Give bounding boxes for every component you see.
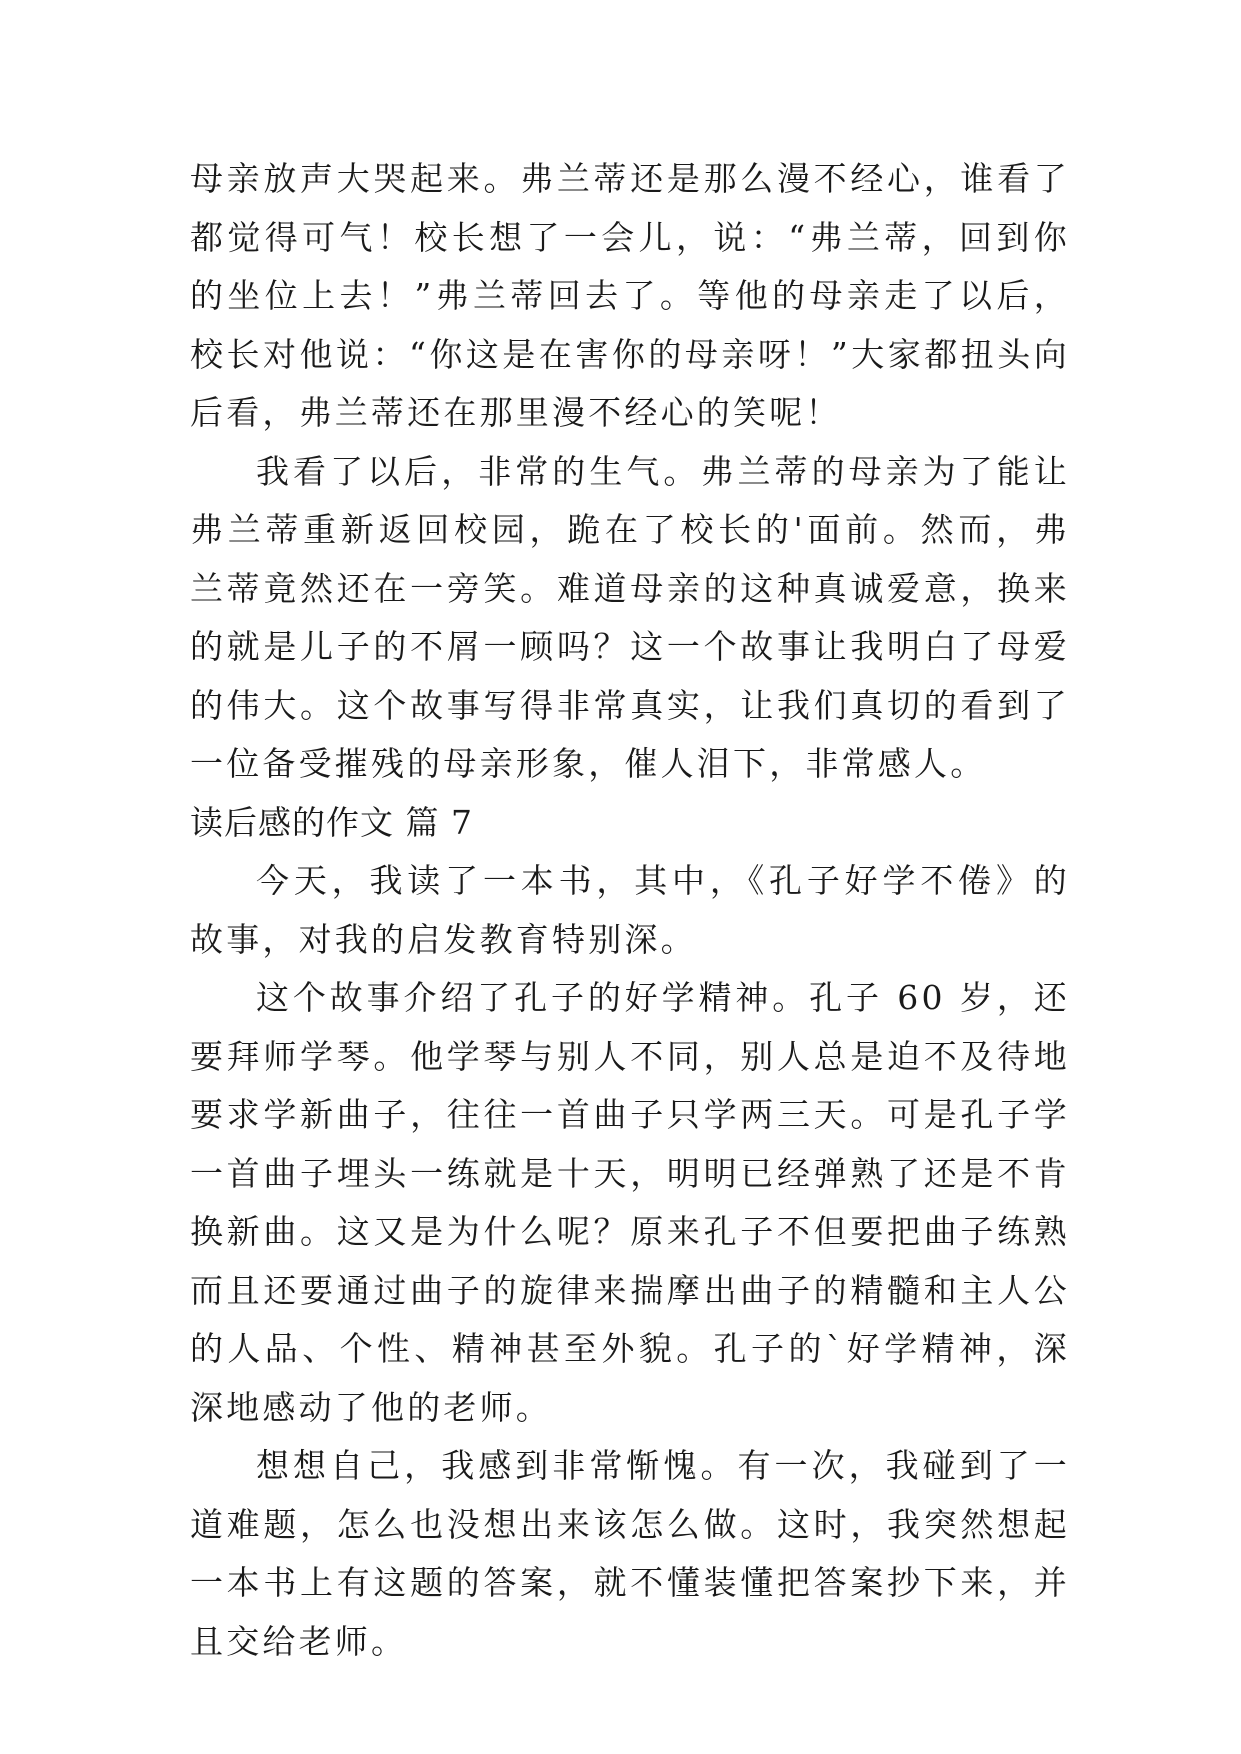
paragraph: 这个故事介绍了孔子的好学精神。孔子 60 岁，还要拜师学琴。他学琴与别人不同，别人总是迫不及待地要求学新曲子，往往一首曲子只学两三天。可是孔子学一首曲子埋头一练就是十天，明明已经弹熟了还是不肯换新曲。这又是为什么呢？原来孔子不但要把曲子练熟而且还要通过曲子的旋律来揣摩出曲子的精髓和主人公的人品、个性、精神甚至外貌。孔子的`好学精神，深深地感动了他的老师。 <box>190 978 1070 1427</box>
paragraph: 今天，我读了一本书，其中，《孔子好学不倦》的故事，对我的启发教育特别深。 <box>190 861 1070 959</box>
paragraph: 我看了以后，非常的生气。弗兰蒂的母亲为了能让弗兰蒂重新返回校园，跪在了校长的'面前。然而，弗兰蒂竟然还在一旁笑。难道母亲的这种真诚爱意，换来的就是儿子的不屑一顾吗？这一个故事让我明白了母爱的伟大。这个故事写得非常真实，让我们真切的看到了一位备受摧残的母亲形象，催人泪下，非常感人。 <box>190 451 1070 783</box>
document-body <box>190 150 1070 1671</box>
paragraph: 想想自己，我感到非常惭愧。有一次，我碰到了一道难题，怎么也没想出来该怎么做。这时，我突然想起一本书上有这题的答案，就不懂装懂把答案抄下来，并且交给老师。 <box>190 1446 1070 1661</box>
section-heading: 读后感的作文 篇 7 <box>190 802 473 842</box>
paragraph-continuation: 母亲放声大哭起来。弗兰蒂还是那么漫不经心，谁看了都觉得可气！校长想了一会儿，说：“弗兰蒂，回到你的坐位上去！”弗兰蒂回去了。等他的母亲走了以后，校长对他说：“你这是在害你的母亲呀！”大家都扭头向后看，弗兰蒂还在那里漫不经心的笑呢！ <box>190 159 1070 432</box>
